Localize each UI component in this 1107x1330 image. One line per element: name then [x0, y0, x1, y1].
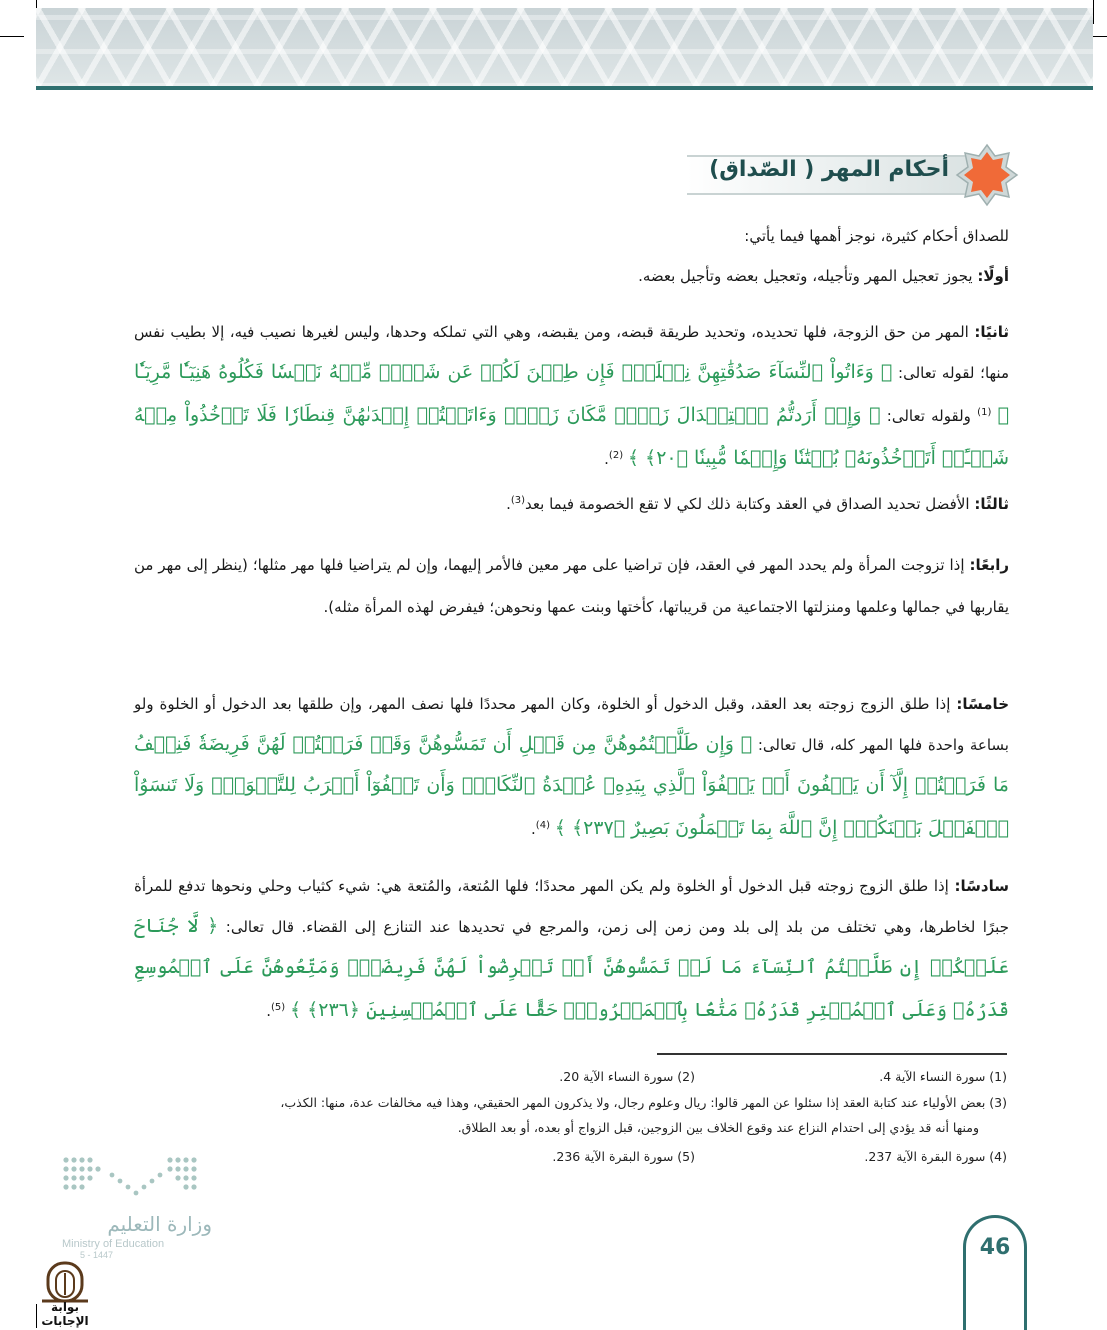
item-label: رابعًا:: [969, 556, 1009, 574]
octagram-star-icon: [955, 143, 1019, 207]
item-label: سادسًا:: [954, 877, 1009, 895]
footnote-ref: (2): [608, 450, 624, 461]
period: .: [266, 1002, 271, 1020]
item-label: خامسًا:: [956, 695, 1009, 713]
footnote-1: (1) سورة النساء الآية 4.: [879, 1069, 1007, 1084]
section-title: أحكام المهر ( الصّداق): [709, 157, 949, 182]
item-fourth: [134, 544, 1009, 628]
ministry-dots-icon: [62, 1155, 197, 1200]
ministry-logo: [62, 1155, 212, 1260]
page-number: 46: [979, 1235, 1011, 1260]
item-label: ثالثًا:: [974, 495, 1009, 513]
footnote-2: (2) سورة النساء الآية 20.: [559, 1069, 695, 1084]
footnote-ref: (5): [270, 1002, 286, 1013]
header-rule: [36, 86, 1093, 90]
item-second: [134, 312, 1009, 479]
footnote-3-line-2: ومنها أنه قد يؤدي إلى احتدام النزاع عند وقوع الخلاف بين الزوجين، قبل الزواج أو بعده، أو بعد الطلاق.: [457, 1120, 979, 1135]
ministry-name-english: Ministry of Education: [62, 1238, 165, 1250]
stamp-label: بوابة الإجابات: [41, 1300, 89, 1328]
item-fifth: [134, 684, 1009, 849]
item-label: ثانيًا:: [974, 323, 1009, 341]
item-text: إذا طلق الزوج زوجته قبل الدخول أو الخلوة ولم يكن المهر محددًا؛ فلها المُتعة، والمُتعة هي: شيء كثياب وحلي ونحوها تدفع للمرأة جبرًا لخاطرها، وهي تختلف من بلد إلى بلد ومن زمن إلى زمن، والمرجع في تحديدها عند التنازع إلى القضاء. قال تعالى:: [134, 877, 1009, 936]
item-label: أولًا:: [977, 267, 1009, 285]
quran-verse: ﴿ لَّا جُنَاحَ عَلَيۡكُمۡ إِن طَلَّقۡتُمُ ٱلنِّسَآءَ مَا لَمۡ تَمَسُّوهُنَّ أَوۡ تَفۡرِضُواْ لَهُنَّ فَرِيضَةٗۚ وَمَتِّعُوهُنَّ عَلَى ٱلۡمُوسِعِ قَدَرُهُۥ وَعَلَى ٱلۡمُقۡتِرِ قَدَرُهُۥ مَتَٰعَۢا بِٱلۡمَعۡرُوفِۖ حَقًّا عَلَى ٱلۡمُحۡسِنِينَ ﴿٢٣٦﴾ ﴾: [134, 915, 1009, 1021]
item-third: [134, 490, 1009, 515]
ministry-name-arabic: وزارة التعليم: [107, 1212, 212, 1236]
page-number-tab: [963, 1215, 1027, 1330]
footnote-3-line-1: (3) بعض الأولياء عند كتابة العقد إذا سئلوا عن المهر قالوا: ريال وعلوم رجال، ولا يذكرون المهر الحقيقي، وهذا فيه مخالفات عدة، منها: الكذب،: [280, 1095, 1007, 1110]
section-heading: [709, 143, 1019, 203]
quran-verse: ﴿ وَءَاتُواْ ٱلنِّسَآءَ صَدُقَٰتِهِنَّ نِحۡلَةٗۚ فَإِن طِبۡنَ لَكُمۡ عَن شَيۡءٖ مِّنۡهُ نَفۡسٗا فَكُلُوهُ هَنِيٓـٔٗا مَّرِيٓـٔٗا ﴾: [134, 361, 1009, 426]
quran-verse: ﴿ وَإِن طَلَّقۡتُمُوهُنَّ مِن قَبۡلِ أَن تَمَسُّوهُنَّ وَقَدۡ فَرَضۡتُمۡ لَهُنَّ فَرِيضَةٗ فَنِصۡفُ مَا فَرَضۡتُمۡ إِلَّآ أَن يَعۡفُونَ أَوۡ يَعۡفُوَاْ ٱلَّذِي بِيَدِهِۦ عُقۡدَةُ ٱلنِّكَاحِۚ وَأَن تَعۡفُوٓاْ أَقۡرَبُ لِلتَّقۡوَىٰۚ وَلَا تَنسَوُاْ ٱلۡفَضۡلَ بَيۡنَكُمۡۚ إِنَّ ٱللَّهَ بِمَا تَعۡمَلُونَ بَصِيرٌ ﴿٢٣٧﴾ ﴾: [134, 733, 1009, 839]
crop-mark: [1093, 0, 1094, 24]
item-text: ولقوله تعالى:: [886, 407, 971, 425]
footnote-divider: [657, 1053, 1007, 1055]
section-intro: [134, 226, 1009, 247]
footnote-ref: (1): [977, 407, 992, 418]
header-banner: [36, 8, 1093, 88]
intro-text: للصداق أحكام كثيرة، نوجز أهمها فيما يأتي:: [744, 227, 1009, 245]
item-sixth: [134, 866, 1009, 1031]
footnote-5: (5) سورة البقرة الآية 236.: [552, 1149, 695, 1164]
item-first: [134, 266, 1009, 287]
quran-verse: ﴿ وَإِنۡ أَرَدتُّمُ ٱسۡتِبۡدَالَ زَوۡجٖ مَّكَانَ زَوۡجٖ وَءَاتَيۡتُمۡ إِحۡدَىٰهُنَّ قِنطَارٗا فَلَا تَأۡخُذُواْ مِنۡهُ شَيۡـًٔاۚ أَتَأۡخُذُونَهُۥ بُهۡتَٰنٗا وَإِثۡمٗا مُّبِينٗا ﴿٢٠﴾ ﴾: [134, 404, 1009, 469]
period: .: [604, 450, 609, 468]
item-text: إذا تزوجت المرأة ولم يحدد المهر في العقد، فإن تراضيا على مهر معين فالأمر إليهما، وإن لم يتراضيا فلها مهر مثلها؛ (ينظر إلى مهر من يقاربها في جمالها وعلمها ومنزلتها الاجتماعية من قريباتها، كأختها وبنت عمها ونحوهن؛ فيفرض لهذه المرأة مثله).: [134, 556, 1009, 616]
item-text: الأفضل تحديد الصداق في العقد وكتابة ذلك لكي لا تقع الخصومة فيما بعد: [525, 495, 970, 513]
footnote-ref: (3): [510, 495, 526, 506]
footnote-ref: (4): [535, 820, 550, 831]
crop-mark: [0, 36, 24, 37]
ministry-year: 5 - 1447: [80, 1250, 114, 1260]
footnote-4: (4) سورة البقرة الآية 237.: [864, 1149, 1007, 1164]
item-text: إذا طلق الزوج زوجته بعد العقد، وقبل الدخول أو الخلوة، وكان المهر محددًا فلها نصف المهر، وإن طلقها بعد الدخول أو الخلوة ولو بساعة واحدة فلها المهر كله، قال تعالى:: [134, 695, 1009, 754]
item-text: المهر من حق الزوجة، فلها تحديده، وتحديد طريقة قبضه، ومن يقبضه، وهي التي تملكه وحدها، وليس لغيرها نصيب فيه، إلا بطيب نفس منها؛ لقوله تعالى:: [134, 323, 1009, 382]
period: .: [506, 495, 511, 513]
period: .: [531, 820, 536, 838]
item-text: يجوز تعجيل المهر وتأجيله، وتعجيل بعضه وتأجيل بعضه.: [638, 267, 973, 285]
